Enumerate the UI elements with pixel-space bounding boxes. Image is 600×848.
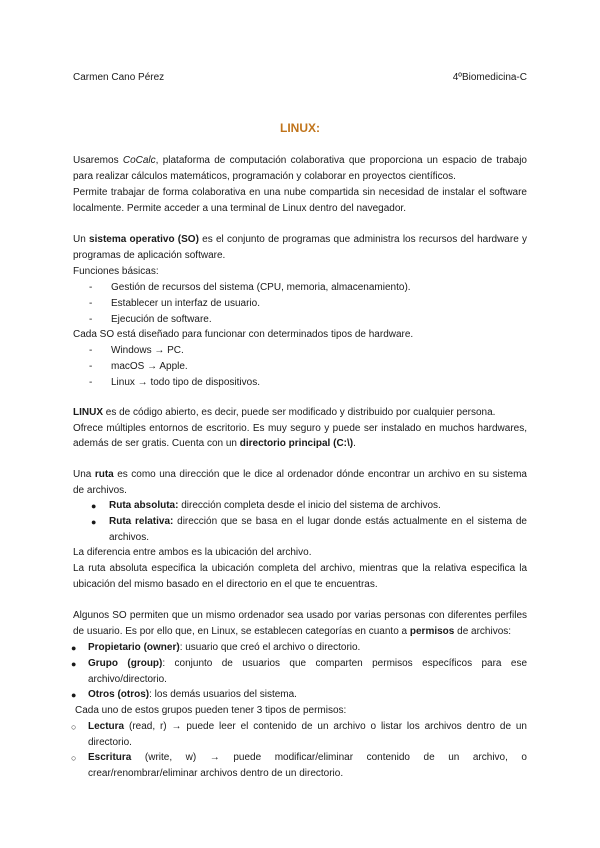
linux-line-1: LINUX es de código abierto, es decir, puede ser modificado y distribuido por cualquier persona.: [73, 407, 496, 418]
perm-line-3: Cada uno de estos grupos pueden tener 3 tipos de permisos:: [75, 705, 347, 716]
perm-line-2: de usuario. Es por ello que, en Linux, se establecen categorías en cuanto a permisos de archivos:: [73, 626, 512, 637]
disc-bullet: ●: [91, 501, 97, 511]
disc-bullet: ●: [91, 517, 97, 527]
disc-bullet: ●: [71, 690, 77, 700]
ruta-term: ruta: [94, 469, 114, 480]
perm-others: Otros (otros): los demás usuarios del sistema.: [88, 689, 297, 700]
author-name: Carmen Cano Pérez: [73, 72, 165, 83]
system-item: Windows → PC.: [111, 345, 184, 356]
so-term: sistema operativo (SO): [89, 234, 199, 245]
so-line-1: Un sistema operativo (SO) es el conjunto de programas que administra los recursos del hardware y: [73, 234, 528, 245]
directory-term: directorio principal (C:\): [239, 438, 354, 449]
linux-line-3: además de ser gratis. Cuenta con un directorio principal (C:\).: [73, 438, 356, 449]
intro-line-1: Usaremos CoCalc, plataforma de computación colaborativa que proporciona un espacio de trabajo: [73, 155, 527, 166]
ruta-line-3: La diferencia entre ambos es la ubicación del archivo.: [73, 547, 312, 558]
perm-write-cont: crear/renombrar/eliminar archivos dentro de un directorio.: [88, 768, 344, 779]
circle-bullet: ○: [71, 753, 77, 763]
system-item: Linux → todo tipo de dispositivos.: [111, 377, 260, 388]
dash-bullet: -: [89, 314, 93, 325]
course-label: 4ºBiomedicina-C: [452, 72, 527, 83]
page-title: LINUX:: [280, 121, 320, 135]
ruta-absoluta: Ruta absoluta: dirección completa desde el inicio del sistema de archivos.: [109, 500, 441, 511]
dash-bullet: -: [89, 377, 93, 388]
system-item: macOS → Apple.: [111, 361, 188, 372]
circle-bullet: ○: [71, 722, 77, 732]
permisos-term: permisos: [409, 626, 455, 637]
linux-term: LINUX: [73, 407, 103, 418]
dash-bullet: -: [89, 282, 93, 293]
perm-read: Lectura (read, r) → puede leer el contenido de un archivo o listar los archivos dentro de un: [88, 721, 527, 732]
perm-group-cont: archivo/directorio.: [88, 674, 167, 685]
perm-group: Grupo (group): conjunto de usuarios que comparten permisos específicos para ese: [88, 658, 528, 669]
so-line-2: programas de aplicación software.: [73, 250, 226, 261]
perm-write: Escritura (write, w) → puede modificar/eliminar contenido de un archivo, o: [88, 752, 527, 763]
dash-bullet: -: [89, 298, 93, 309]
function-item: Establecer un interfaz de usuario.: [111, 298, 260, 309]
ruta-line-2: de archivos.: [73, 485, 127, 496]
disc-bullet: ●: [71, 643, 77, 653]
perm-owner: Propietario (owner): usuario que creó el archivo o directorio.: [88, 642, 361, 653]
intro-line-4: localmente. Permite acceder a una terminal de Linux dentro del navegador.: [73, 203, 406, 214]
cocalc-emphasis: CoCalc: [122, 155, 156, 166]
so-line-4: Cada SO está diseñado para funcionar con determinados tipos de hardware.: [73, 329, 414, 340]
ruta-line-4: La ruta absoluta especifica la ubicación completa del archivo, mientras que la relativa especifica la: [73, 563, 527, 574]
dash-bullet: -: [89, 345, 93, 356]
ruta-line-5: ubicación del mismo basado en el directorio en el que te encuentras.: [73, 579, 378, 590]
perm-line-1: Algunos SO permiten que un mismo ordenador sea usado por varias personas con diferentes perfiles: [73, 610, 527, 621]
ruta-line-1: Una ruta es como una dirección que le dice al ordenador dónde encontrar un archivo en su sistema: [73, 469, 527, 480]
perm-read-cont: directorio.: [88, 737, 132, 748]
function-item: Gestión de recursos del sistema (CPU, memoria, almacenamiento).: [111, 282, 411, 293]
intro-line-3: Permite trabajar de forma colaborativa en una nube compartida sin necesidad de instalar el software: [73, 187, 527, 198]
function-item: Ejecución de software.: [111, 314, 212, 325]
linux-line-2: Ofrece múltiples entornos de escritorio. Es muy seguro y puede ser instalado en muchos hardwares,: [73, 423, 527, 434]
intro-line-2: para realizar cálculos matemáticos, programación y colaborar en proyectos científicos.: [73, 171, 456, 182]
ruta-relativa-cont: archivos.: [109, 532, 150, 543]
ruta-relativa: Ruta relativa: dirección que se basa en el lugar donde estás actualmente en el sistema de: [109, 516, 527, 527]
dash-bullet: -: [89, 361, 93, 372]
so-line-3: Funciones básicas:: [73, 266, 159, 277]
disc-bullet: ●: [71, 659, 77, 669]
